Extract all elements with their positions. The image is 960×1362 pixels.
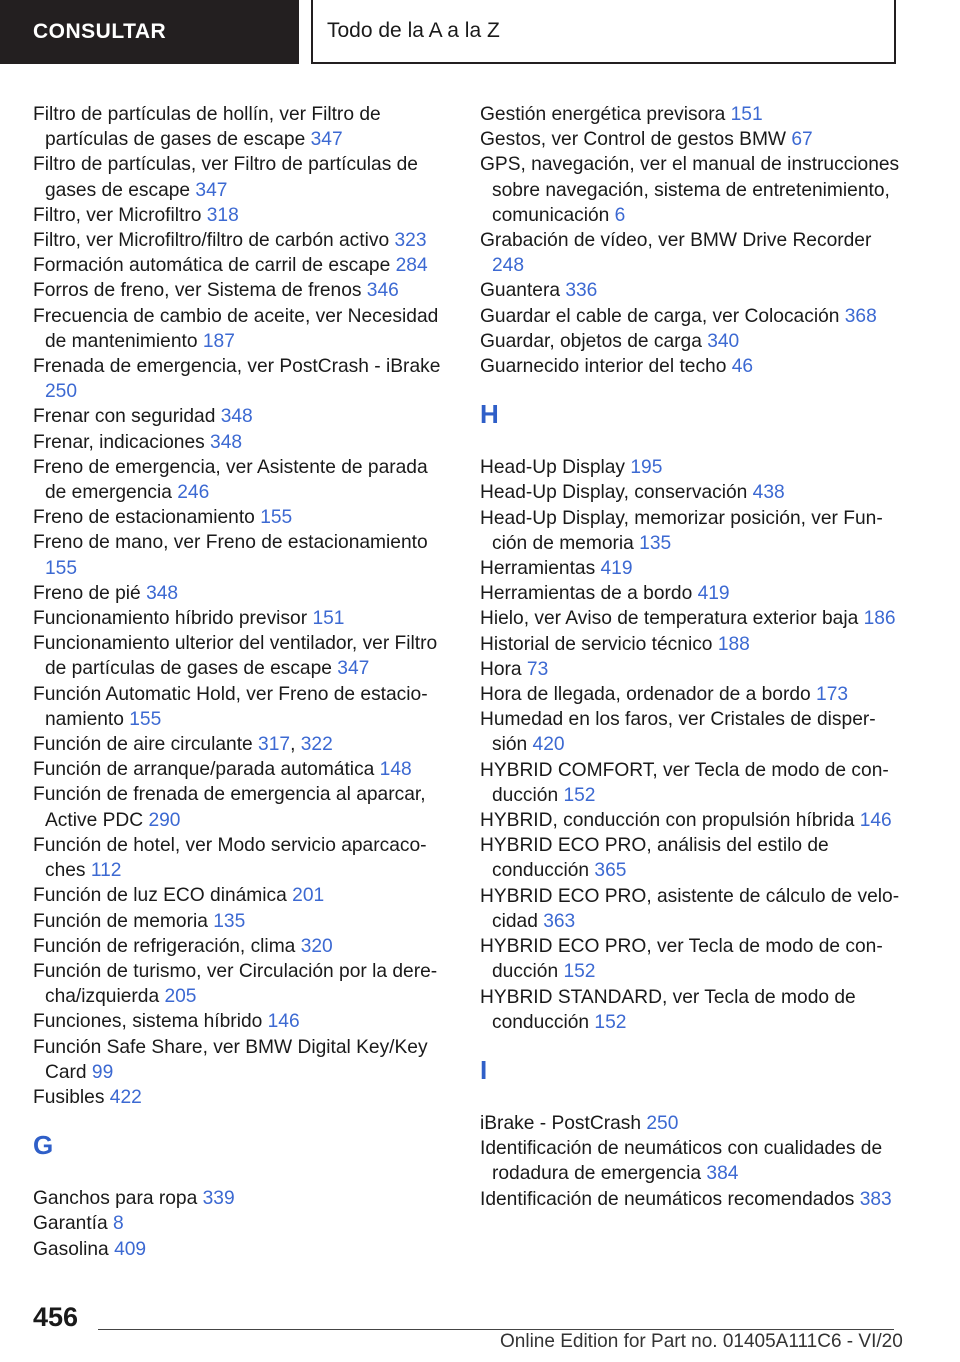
index-entry: Función de aire circulante 317, 322 [33,734,333,756]
index-entry-text: GPS, navegación, ver el manual de instrucciones sobre navegación, sistema de entretenimiento, comunicación [480,154,900,226]
index-entry-text: Función de arranque/parada automática [33,759,380,781]
index-entry-text: Freno de pié [33,582,147,604]
index-page-link[interactable]: 201 [292,885,325,907]
index-page-link[interactable]: 6 [614,204,626,226]
index-page-link[interactable]: 420 [532,734,565,756]
index-entry [480,1187,900,1212]
index-page-link[interactable]: 246 [177,482,210,504]
index-entry [480,127,900,152]
index-entry [480,480,900,505]
index-entry-text: Función Automatic Hold, ver Freno de estacionamiento [33,683,428,730]
index-entry [480,884,900,934]
index-entry [480,934,900,984]
index-page-link[interactable]: 284 [395,255,428,277]
index-entry [33,833,443,883]
index-entry-text: Formación automática de carril de escape [33,255,396,277]
index-entry [33,959,443,1009]
index-page-link[interactable]: 155 [45,557,78,579]
index-entry-text: Función de memoria [33,910,214,932]
index-entry-text: Gestión energética previsora [480,104,731,125]
index-page-link[interactable]: 438 [752,482,785,504]
index-page-link[interactable]: 186 [863,608,896,630]
index-entry [33,505,443,530]
index-entry-text: HYBRID COMFORT, ver Tecla de modo de conducción [480,759,889,806]
index-entry-text: Función de frenada de emergencia al aparcar, Active PDC [33,784,426,831]
index-entry-text: Frenar con seguridad [33,406,221,428]
index-page-link[interactable]: 365 [594,860,627,882]
index-entry-text: Guardar el cable de carga, ver Colocación [480,305,845,327]
index-page-link[interactable]: 146 [859,810,892,832]
index-entry [33,253,443,278]
index-page-link[interactable]: 320 [300,935,333,957]
index-page-link[interactable]: 135 [213,910,246,932]
index-entry [480,304,900,329]
index-entry-text: Guantera [480,280,566,302]
index-page-link[interactable]: 155 [129,708,162,730]
index-entry-text: Función de turismo, ver Circulación por la derecha/izquierda [33,960,438,1008]
index-entry-text: Humedad en los faros, ver Cristales de dispersión [480,709,876,756]
index-entry [33,530,443,580]
footer-edition: Online Edition for Part no. 01405A111C6 - VI/20 [500,1331,903,1352]
index-entry [480,152,900,228]
index-entry-text: Freno de mano, ver Freno de estacionamiento [33,532,428,554]
index-entry [33,304,443,354]
index-page-link[interactable]: 73 [526,658,549,680]
index-entry [33,404,443,429]
index-page-link[interactable]: 195 [630,457,663,479]
index-entry-text: Función de luz ECO dinámica [33,885,293,907]
index-entry [33,1085,443,1110]
index-page-link[interactable]: 339 [202,1188,235,1210]
index-column-right [480,102,900,1212]
index-entry [33,909,443,934]
index-letter-heading: H [480,399,499,430]
index-page-link[interactable]: 346 [366,280,399,302]
index-page-link[interactable]: 348 [146,582,179,604]
index-entry-text: Fusibles [33,1086,110,1108]
index-entry [480,506,900,556]
index-entry-text: Hora [480,658,527,680]
index-entry-text: Filtro, ver Microfiltro/filtro de carbón activo [33,230,395,252]
index-entry [480,455,900,480]
index-page-link[interactable]: 152 [563,784,596,806]
index-page-link[interactable]: 422 [109,1086,142,1108]
index-page-link[interactable]: 348 [210,431,243,453]
index-entry-text: Gestos, ver Control de gestos BMW [480,129,792,151]
index-entry-text: Función de refrigeración, clima [33,935,301,957]
index-page-link[interactable]: 419 [697,583,730,605]
index-page-link[interactable]: 340 [707,330,740,352]
index-entry [480,985,900,1035]
index-page-link[interactable]: 152 [563,961,596,983]
index-entry [33,1237,443,1262]
index-entry [33,1009,443,1034]
index-entry [33,203,443,228]
index-page-link[interactable]: 383 [859,1188,892,1210]
index-entry [33,228,443,253]
index-page-link[interactable]: 347 [195,179,228,201]
index-entry [480,556,900,581]
index-page-link[interactable]: 188 [717,633,750,655]
index-entry-text: iBrake - PostCrash [480,1112,647,1134]
index-page-link[interactable]: 155 [260,507,293,529]
index-entry-text: Freno de emergencia, ver Asistente de parada de emergencia [33,456,428,504]
index-entry [480,1111,900,1136]
index-entry-text: Funcionamiento ulterior del ventilador, ver Filtro de partículas de gases de escape [33,633,438,680]
section-tab-consultar[interactable]: CONSULTAR [0,0,299,64]
index-entry-text: HYBRID ECO PRO, análisis del estilo de conducción [480,835,829,882]
index-page-link[interactable]: 347 [337,658,370,680]
index-page-link[interactable]: 173 [816,684,849,706]
index-entry-text: Head-Up Display [480,457,631,479]
index-entry [33,278,443,303]
index-entry-text: Guarnecido interior del techo [480,356,732,378]
footer-divider [98,1329,894,1330]
index-entry [480,682,900,707]
index-entry [33,1035,443,1085]
index-page-link[interactable]: 146 [267,1011,300,1033]
index-entry [480,606,900,631]
index-entry [480,354,900,379]
index-page-link[interactable]: 323 [394,230,427,252]
index-entry [33,1186,443,1211]
index-entry [33,455,443,505]
index-entry-text: Freno de estacionamiento [33,507,261,529]
page-header [0,0,960,64]
index-entry [33,581,443,606]
index-entry-text: Filtro de partículas, ver Filtro de partículas de gases de escape [33,154,418,201]
index-entry-text: Gasolina [33,1238,115,1260]
index-entry-text: Herramientas [480,558,601,580]
index-entry [33,102,443,152]
index-entry [480,102,900,127]
index-entry [480,758,900,808]
index-entry-text: Frenada de emergencia, ver PostCrash - iBrake [33,356,441,378]
index-entry-text: Grabación de vídeo, ver BMW Drive Recorder [480,230,872,252]
index-entry [480,808,900,833]
index-entry-text: Frenar, indicaciones [33,431,211,453]
index-entry-text: Función de aire circulante [33,734,259,756]
page-number: 456 [33,1302,79,1332]
index-entry [480,632,900,657]
index-page-link[interactable]: 187 [202,330,235,352]
index-page-link[interactable]: 135 [639,532,672,554]
index-entry-text: Identificación de neumáticos con cualidades de rodadura de emergencia [480,1138,883,1185]
index-page-link[interactable]: 205 [164,986,197,1008]
index-entry [33,757,443,782]
index-letter-heading: G [33,1130,54,1161]
index-entry-text: Herramientas de a bordo [480,583,698,605]
index-page-link[interactable]: 290 [148,809,181,831]
index-entry-text: Identificación de neumáticos recomendados [480,1188,860,1210]
index-entry-text: Ganchos para ropa [33,1188,203,1210]
index-page-link[interactable]: 336 [565,280,598,302]
index-letter-heading: I [480,1054,488,1085]
index-page-link[interactable]: 248 [492,255,525,277]
index-page-link[interactable]: 67 [791,129,813,151]
index-entry [33,682,443,732]
index-page-link[interactable]: 112 [90,860,122,882]
index-page-link[interactable]: 368 [844,305,877,327]
index-page-link[interactable]: 8 [113,1213,124,1235]
index-column-left [33,102,443,1262]
index-entry-text: Hora de llegada, ordenador de a bordo [480,684,817,706]
index-entry-text: Funciones, sistema híbrido [33,1011,268,1033]
index-entry [33,1211,443,1236]
index-entry [33,631,443,681]
index-page-link[interactable]: 419 [600,558,633,580]
section-title: Todo de la A a la Z [311,0,896,64]
index-entry [33,152,443,202]
index-page-link[interactable]: 151 [730,104,763,125]
index-page-link[interactable]: 148 [379,759,412,781]
index-entry [480,228,900,278]
index-entry [480,833,900,883]
index-entry-text: HYBRID ECO PRO, ver Tecla de modo de conducción [480,936,883,983]
index-entry [33,430,443,455]
index-page-link[interactable]: 347 [310,129,343,151]
index-page-link[interactable]: 46 [731,356,754,378]
index-entry-text: Head-Up Display, memorizar posición, ver Función de memoria [480,507,883,554]
index-entry [480,707,900,757]
index-entry-text: Head-Up Display, conservación [480,482,753,504]
index-entry-text: HYBRID ECO PRO, asistente de cálculo de velocidad [480,885,900,932]
index-entry-text: Filtro de partículas de hollín, ver Filtro de partículas de gases de escape [33,104,381,151]
index-entry-text: Frecuencia de cambio de aceite, ver Necesidad de mantenimiento [33,305,439,352]
index-entry [480,329,900,354]
index-entry [33,354,443,404]
index-entry [33,934,443,959]
index-page-link[interactable]: 409 [114,1238,147,1260]
index-page-link[interactable]: 151 [312,608,345,630]
index-page-link[interactable]: 384 [706,1163,739,1185]
index-entry [480,278,900,303]
index-entry [480,1136,900,1186]
index-entry [33,883,443,908]
index-entry-text: HYBRID STANDARD, ver Tecla de modo de conducción [480,986,856,1033]
index-entry-text: Función de hotel, ver Modo servicio aparcacoches [33,834,427,882]
index-page-link[interactable]: 317 [258,734,291,756]
index-entry-text: Historial de servicio técnico [480,633,718,655]
index-entry-text: Función Safe Share, ver BMW Digital Key/Key Card [33,1036,428,1083]
index-entry [480,581,900,606]
index-page-link[interactable]: 250 [646,1112,679,1134]
index-page-link[interactable]: 318 [206,204,239,226]
index-entry-text: Guardar, objetos de carga [480,330,708,352]
index-page-link[interactable]: 363 [543,910,576,932]
index-entry-text: Funcionamiento híbrido previsor [33,608,313,630]
index-entry [33,606,443,631]
index-entry-text: Filtro, ver Microfiltro [33,204,207,226]
index-page-link[interactable]: 152 [594,1011,627,1033]
index-page-link[interactable]: 250 [45,381,78,403]
index-page-link[interactable]: 322 [300,734,333,756]
index-entry-text: HYBRID, conducción con propulsión híbrida [480,810,860,832]
index-entry [33,782,443,832]
index-entry-text: Forros de freno, ver Sistema de frenos [33,280,367,302]
index-page-link[interactable]: 99 [91,1061,114,1083]
index-entry-text: Garantía [33,1213,113,1235]
index-entry-text: Hielo, ver Aviso de temperatura exterior baja [480,608,864,630]
index-entry [480,657,900,682]
index-page-link[interactable]: 348 [220,406,253,428]
